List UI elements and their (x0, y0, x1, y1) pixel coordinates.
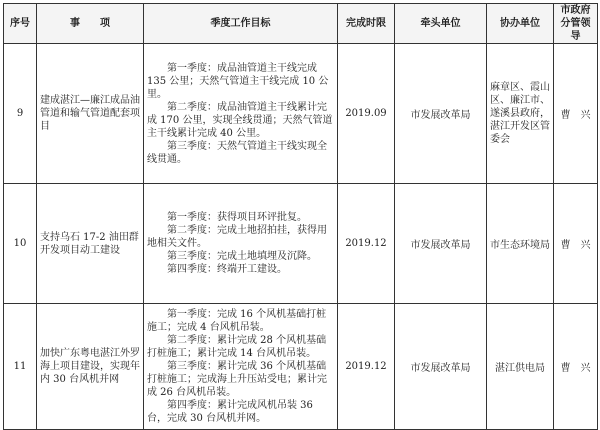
row-item: 加快广东粤电湛江外罗海上项目建设，实现年内 30 台风机并网 (37, 304, 144, 430)
row-leader: 曹 兴 (554, 304, 598, 430)
row-goals (144, 184, 338, 304)
row-deadline: 2019.12 (338, 184, 395, 304)
goal-line: 第一季度：成品油管道主干线完成 135 公里；天然气管道主干线完成 10 公里。 (147, 62, 329, 100)
goal-line: 第一季度：完成 16 个风机基础打桩施工；完成 4 台风机吊装。 (147, 309, 327, 333)
goal-line: 第三季度：天然气管道主干线实现全线贯通。 (147, 140, 327, 165)
header-deadline: 完成时限 (338, 4, 395, 44)
row-assist-unit: 市生态环境局 (487, 184, 554, 304)
row-item: 支持乌石 17-2 油田群开发项目动工建设 (37, 184, 144, 304)
header-leader-line1: 市政府 (560, 5, 591, 16)
goal-line: 第四季度：累计完成风机吊装 36 台，完成 30 台风机并网。 (147, 400, 313, 424)
row-deadline: 2019.12 (338, 304, 395, 430)
row-item: 建成湛江—廉江成品油管道和输气管道配套项目 (37, 44, 144, 184)
header-leader-line2: 分管领导 (560, 18, 591, 42)
goal-line: 第四季度：终端开工建设。 (167, 264, 287, 275)
header-no: 序号 (4, 4, 37, 44)
row-goals (144, 304, 338, 430)
goal-line: 第二季度：累计完成 28 个风机基础打桩施工；累计完成 14 台风机吊装。 (147, 335, 327, 359)
row-number: 10 (4, 184, 37, 304)
row-assist-unit: 麻章区、霞山区、廉江市、遂溪县政府，湛江开发区管委会 (487, 44, 554, 184)
goal-line: 第一季度：获得项目环评批复。 (167, 212, 307, 223)
row-number: 11 (4, 304, 37, 430)
header-lead-unit: 牵头单位 (395, 4, 487, 44)
table-row (4, 304, 598, 430)
row-leader: 曹 兴 (554, 184, 598, 304)
task-table (3, 3, 598, 430)
row-leader: 曹 兴 (554, 44, 598, 184)
goal-line: 第二季度：成品油管道主干线累计完成 170 公里，实现全线贯通；天然气管道主干线累计完成 40 公里。 (147, 101, 333, 139)
row-lead-unit: 市发展改革局 (395, 304, 487, 430)
row-deadline: 2019.09 (338, 44, 395, 184)
row-goals (144, 44, 338, 184)
table-row (4, 44, 598, 184)
header-leader (554, 4, 598, 44)
header-assist-unit: 协办单位 (487, 4, 554, 44)
goal-line: 第二季度：完成土地招拍挂，获得用地相关文件。 (147, 225, 327, 249)
header-row (4, 4, 598, 44)
row-lead-unit: 市发展改革局 (395, 44, 487, 184)
row-lead-unit: 市发展改革局 (395, 184, 487, 304)
goal-line: 第三季度：完成土地填埋及沉降。 (167, 251, 317, 262)
row-number: 9 (4, 44, 37, 184)
header-goals: 季度工作目标 (144, 4, 338, 44)
table-row (4, 184, 598, 304)
header-item: 事 项 (37, 4, 144, 44)
goal-line: 第三季度：累计完成 36 个风机基础打桩施工；完成海上升压站受电；累计完成 26 台风机吊装。 (147, 361, 327, 398)
row-assist-unit: 湛江供电局 (487, 304, 554, 430)
